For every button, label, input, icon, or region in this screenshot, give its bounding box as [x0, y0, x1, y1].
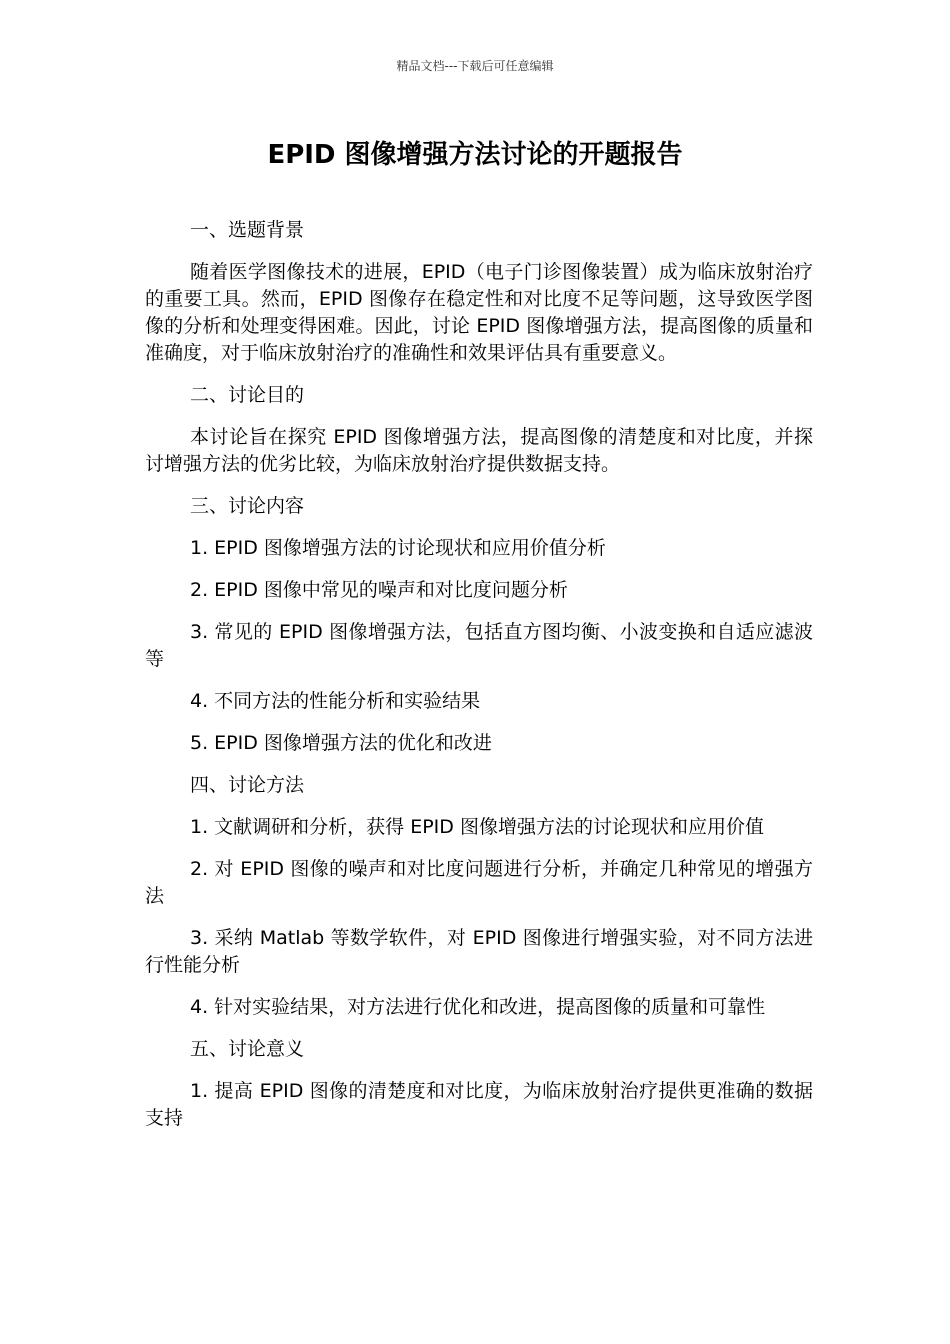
- content-item-1: 1. EPID 图像增强方法的讨论现状和应用价值分析: [190, 537, 606, 559]
- document-title: EPID 图像增强方法讨论的开题报告: [267, 140, 683, 170]
- content-item-5: 5. EPID 图像增强方法的优化和改进: [190, 732, 492, 754]
- content-item-4: 4. 不同方法的性能分析和实验结果: [190, 690, 481, 712]
- section-heading-purpose: 二、讨论目的: [190, 384, 305, 406]
- section-heading-significance: 五、讨论意义: [190, 1038, 305, 1060]
- paragraph-background: 随着医学图像技术的进展，EPID（电子门诊图像装置）成为临床放射治疗的重要工具。然而，EPID 图像存在稳定性和对比度不足等问题，这导致医学图像的分析和处理变得困难。因此，讨论 EPID 图像增强方法，提高图像的质量和准确度，对于临床放射治疗的准确性和效果评估具有重要意义。: [145, 261, 813, 364]
- section-heading-method: 四、讨论方法: [190, 774, 305, 796]
- content-item-2: 2. EPID 图像中常见的噪声和对比度问题分析: [190, 579, 568, 601]
- paragraph-purpose: 本讨论旨在探究 EPID 图像增强方法，提高图像的清楚度和对比度，并探讨增强方法的优劣比较，为临床放射治疗提供数据支持。: [145, 426, 813, 475]
- method-item-4: 4. 针对实验结果，对方法进行优化和改进，提高图像的质量和可靠性: [190, 996, 766, 1018]
- method-item-1: 1. 文献调研和分析，获得 EPID 图像增强方法的讨论现状和应用价值: [190, 816, 764, 838]
- header-note: 精品文档---下载后可任意编辑: [396, 59, 554, 73]
- document-body: [145, 217, 813, 1132]
- section-heading-background: 一、选题背景: [190, 219, 305, 241]
- significance-item-1: 1. 提高 EPID 图像的清楚度和对比度，为临床放射治疗提供更准确的数据支持: [145, 1080, 813, 1129]
- method-item-2: 2. 对 EPID 图像的噪声和对比度问题进行分析，并确定几种常见的增强方法: [145, 858, 813, 907]
- method-item-3: 3. 采纳 Matlab 等数学软件，对 EPID 图像进行增强实验，对不同方法进行性能分析: [145, 927, 813, 976]
- content-item-3: 3. 常见的 EPID 图像增强方法，包括直方图均衡、小波变换和自适应滤波等: [145, 621, 813, 670]
- section-heading-content: 三、讨论内容: [190, 495, 305, 517]
